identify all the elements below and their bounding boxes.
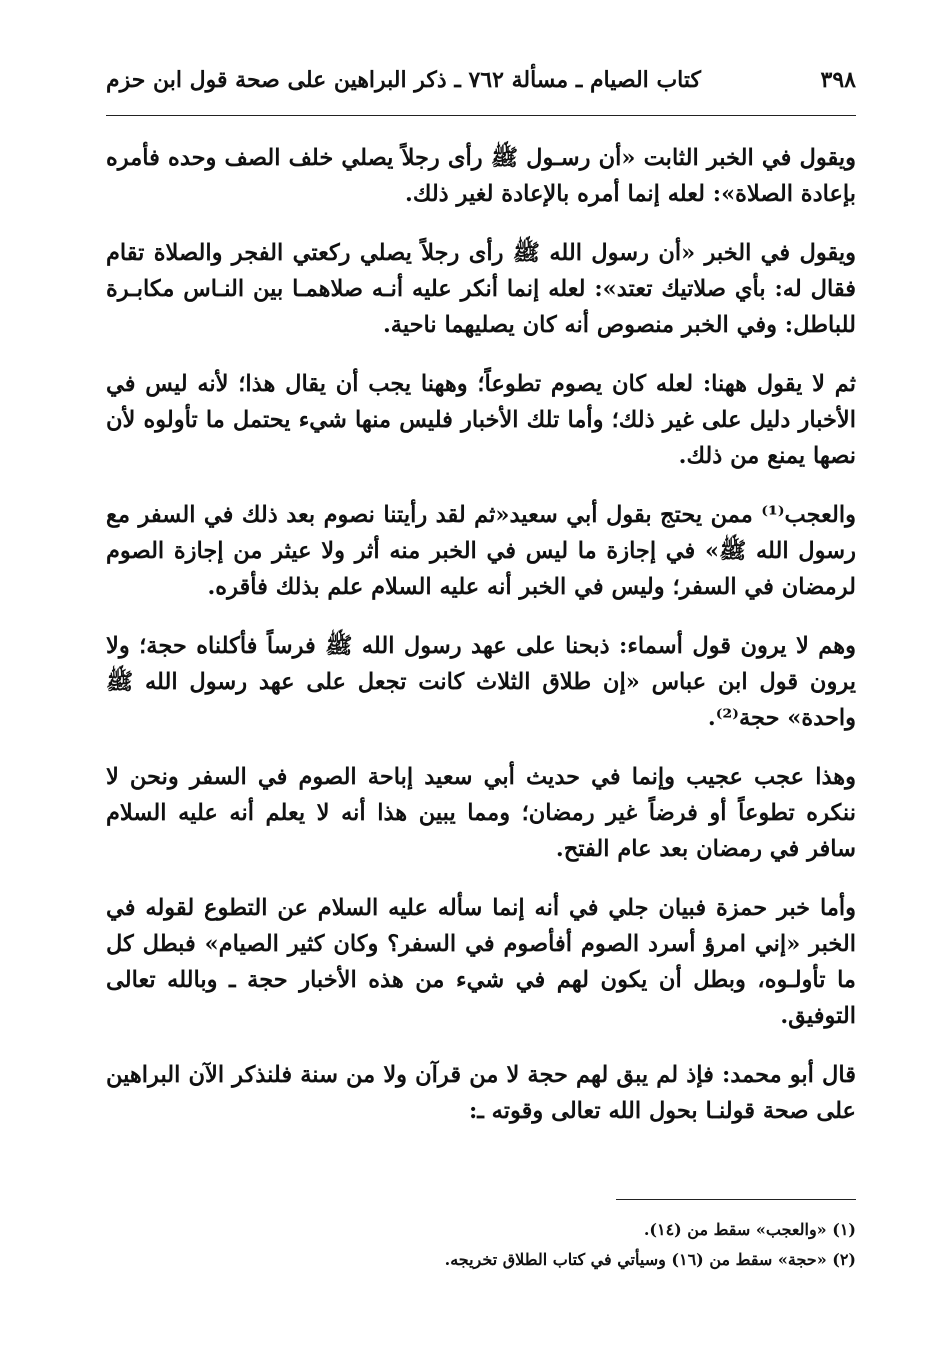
paragraph: قال أبو محمد: فإذ لم يبق لهم حجة لا من قرآن ولا من سنة فلنذكر الآن البراهين على صحة قولنـا بحول الله تعالى وقوته ـ: <box>106 1062 856 1124</box>
paragraph: وهم لا يرون قول أسماء: ذبحنا على عهد رسول الله ﷺ فرساً فأكلناه حجة؛ ولا يرون قول ابن عباس «إن طلاق الثلاث كانت تجعل على عهد رسول الله ﷺ واحدة» حجة⁽²⁾. <box>106 633 856 731</box>
main-text <box>106 140 856 1152</box>
paragraph: ويقول في الخبر «أن رسول الله ﷺ رأى رجلاً يصلي ركعتي الفجر والصلاة تقام فقال له: بأي صلاتيك تعتد»: لعله إنما أنكر عليه أنـه صلاهمـا بين النـاس مكابـرة للباطل: وفي الخبر منصوص أنه كان يصليهما ناحية. <box>106 240 856 338</box>
paragraph: وأما خبر حمزة فبيان جلي في أنه إنما سأله عليه السلام عن التطوع لقوله في الخبر «إني امرؤ أسرد الصوم أفأصوم في السفر؟ وكان كثير الصيام» فبطل كل ما تأولـوه، وبطل أن يكون لهم في شيء من هذه الأخبار حجة ـ وبالله تعالى التوفيق. <box>106 895 856 1029</box>
header-divider <box>106 115 856 116</box>
page-number: ٣٩٨ <box>820 67 856 93</box>
paragraph: ويقول في الخبر الثابت «أن رسـول ﷺ رأى رجلاً يصلي خلف الصف وحده فأمره بإعادة الصلاة»: لعله إنما أمره بالإعادة لغير ذلك. <box>106 145 856 207</box>
paragraph: ثم لا يقول ههنا: لعله كان يصوم تطوعاً؛ وههنا يجب أن يقال هذا؛ لأنه ليس في الأخبار دليل على غير ذلك؛ وأما تلك الأخبار فليس منها شيء يحتمل ما تأولوه لأن نصها يمنع من ذلك. <box>106 371 856 469</box>
page-header <box>106 62 856 98</box>
footnote: (٢) «حجة» سقط من (١٦) وسيأتي في كتاب الطلاق تخريجه. <box>444 1250 856 1270</box>
footnotes <box>106 1215 856 1276</box>
footnote: (١) «والعجب» سقط من (١٤). <box>643 1220 856 1239</box>
paragraph: وهذا عجب عجيب وإنما في حديث أبي سعيد إباحة الصوم في السفر ونحن لا ننكره تطوعاً أو فرضاً غير رمضان؛ ومما يبين هذا أنه لا يعلم أنه عليه السلام سافر في رمضان بعد عام الفتح. <box>106 764 856 862</box>
footnote-divider <box>616 1199 856 1200</box>
paragraph: والعجب⁽¹⁾ ممن يحتج بقول أبي سعيد«ثم لقد رأيتنا نصوم بعد ذلك في السفر مع رسول الله ﷺ» في إجازة ما ليس في الخبر منه أثر ولا عيثر من إجازة الصوم لرمضان في السفر؛ وليس في الخبر أنه عليه السلام علم بذلك فأقره. <box>106 502 856 600</box>
running-title: كتاب الصيام ـ مسألة ٧٦٢ ـ ذكر البراهين على صحة قول ابن حزم <box>106 67 701 93</box>
